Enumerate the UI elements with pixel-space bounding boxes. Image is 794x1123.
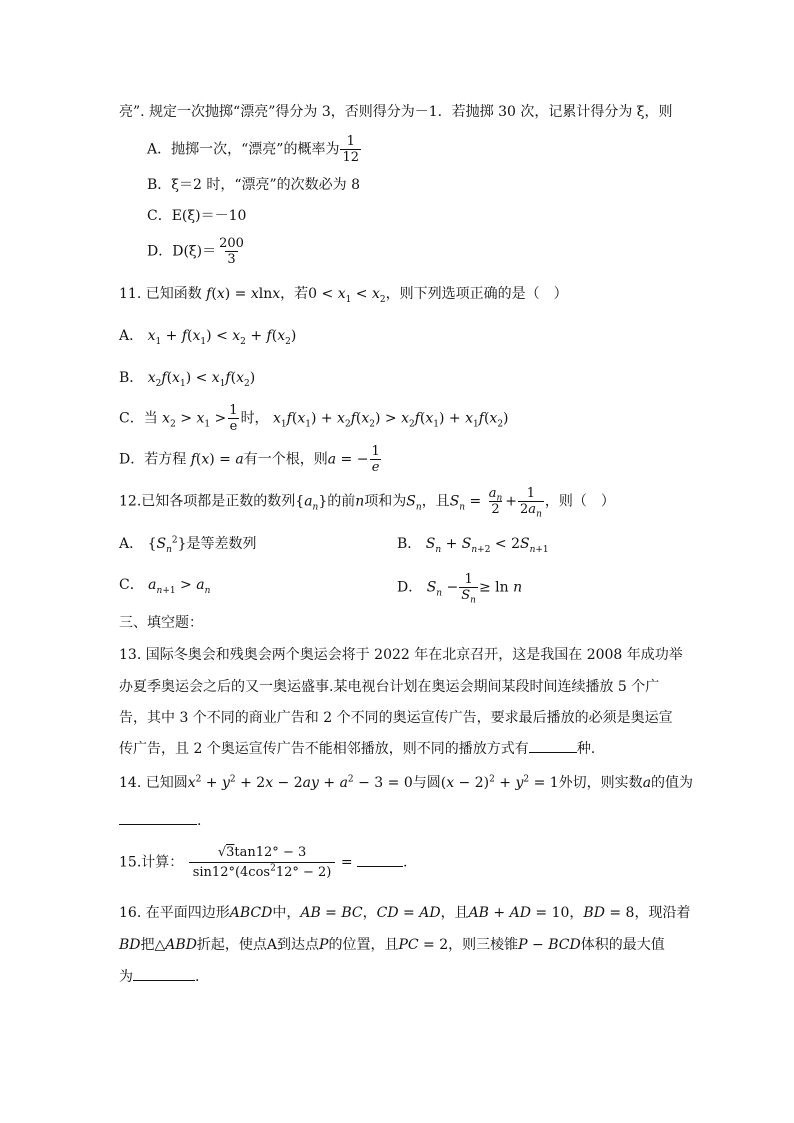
- q10-a-text: 抛掷一次，“漂亮”的概率为: [171, 141, 340, 158]
- q14-answer-line: .: [119, 814, 201, 828]
- q15-answer-blank[interactable]: [357, 865, 403, 867]
- q12-stem: 12.已知各项都是正数的数列$\{a_n\}$的前n项和为$S_n$，且$S_n$ = $\frac{a_n}{2}$ + $\frac{1}{2a_n}$ ，则（ ）: [119, 486, 615, 520]
- q12-option-b[interactable]: B． $S_n + S_{n+2} < 2S_{n+1}$: [397, 536, 549, 555]
- q12-stem-pre: 12.已知各项都是正数的数列: [119, 493, 296, 510]
- q11-c-mid: 时，: [240, 410, 269, 427]
- q16-l1-pre: 16. 在平面四边形: [119, 905, 230, 921]
- q10-a-den: 12: [342, 150, 359, 165]
- q12-stem-mid3: ，且: [421, 493, 450, 510]
- q14-mid: 与圆: [412, 775, 441, 791]
- q13-answer-blank[interactable]: [529, 751, 577, 753]
- q12-frac-inv-num: 1: [526, 486, 536, 501]
- q10-a-fraction: [340, 134, 361, 165]
- q11-option-a[interactable]: A． $x_1 + f(x_1) < x_2 + f(x_2)$: [119, 328, 297, 347]
- q15-fraction: $\frac{√3\tan 12^\circ - 3}{\sin 12^\circ(4\cos^212^\circ - 2)}$: [189, 845, 336, 880]
- q10-d-den: 3: [227, 252, 236, 267]
- q11-d-num: 1: [371, 444, 380, 459]
- q10-option-a[interactable]: [147, 134, 362, 165]
- q16-l3-pre: 为: [119, 969, 133, 985]
- q10-d-num: 200: [219, 236, 244, 251]
- q10-a-label: A．: [147, 141, 172, 158]
- q10-d-label: D．D(ξ)＝: [147, 243, 217, 260]
- q11-c-num: 1: [229, 403, 238, 418]
- q13-line-2: 办夏季奥运会之后的又一奥运盛事.某电视台计划在奥运会期间某段时间连续播放 5 个广: [119, 679, 660, 695]
- q12-option-d[interactable]: D． $S_n$ − $\frac{1}{S_n}$ ≥ ln n: [397, 572, 523, 606]
- q12-option-c[interactable]: C． $a_{n+1} > a_n$: [119, 577, 211, 596]
- q11-c-fraction: [227, 403, 239, 434]
- q12-d-label: D．: [397, 579, 423, 596]
- q15-pre: 15.计算：: [119, 854, 184, 871]
- q11-stem-post: ，则下列选项正确的是（ ）: [385, 286, 568, 302]
- q11-option-c[interactable]: C．当 $x_2 > x_1$ > $\frac{1}{e}$ 时， $x_1f(x_1) + x_2f(x_2) > x_2f(x_1) + x_1f(x_2)$: [119, 403, 509, 434]
- q12-frac-an-den: 2: [491, 502, 500, 517]
- section-heading-fill-in: 三、填空题：: [119, 615, 203, 631]
- q16-l1-post: ，现沿着: [634, 905, 691, 921]
- q11-a-label: A．: [119, 328, 144, 344]
- q13-line-4: [119, 742, 595, 756]
- q16-l2-mid2: 折起，使点A到达点: [196, 937, 320, 953]
- q11-d-mid: 有一个根，则: [243, 451, 328, 468]
- q12-stem-mid2: 项和为: [364, 493, 407, 510]
- q10-d-fraction: [217, 236, 246, 267]
- q12-frac-an: $\frac{a_n}{2}$: [488, 486, 503, 517]
- q14-post: 外切，则实数: [558, 775, 643, 791]
- q13-l4-pre: 传广告，且 2 个奥运宣传广告不能相邻播放，则不同的播放方式有: [119, 741, 529, 757]
- q16-line-1: 16. 在平面四边形ABCD中，AB = BC，CD = AD，且AB + AD = 10，BD = 8，现沿着: [119, 905, 691, 921]
- q12-stem-post: ，则（ ）: [544, 493, 615, 510]
- q13-line-3: 告，其中 3 个不同的商业广告和 2 个不同的奥运宣传广告，要求最后播放的必须是奥运宣: [119, 710, 673, 726]
- q12-d-num: 1: [464, 572, 473, 587]
- q10-option-d[interactable]: [147, 236, 247, 267]
- q12-a-post: 是等差数列: [186, 536, 257, 552]
- q16-l2-mid4: ，则三棱锥: [448, 937, 519, 953]
- q11-d-fraction: [369, 444, 381, 475]
- q16-l1-mid4: ，: [569, 905, 584, 921]
- q16-l1-mid3: ，且: [440, 905, 469, 921]
- q12-d-fraction: $\frac{1}{S_n}$: [461, 572, 476, 606]
- q11-stem-pre: 11. 已知函数: [119, 286, 202, 302]
- q14-post2: 的值为: [651, 775, 694, 791]
- q12-option-a[interactable]: A． $\{S_n^2\}$是等差数列: [119, 535, 257, 555]
- q12-frac-inv: $\frac{1}{2a_n}$: [520, 486, 542, 520]
- q14-pre: 14. 已知圆: [119, 775, 188, 791]
- q14-stem: 14. 已知圆$x^2 + y^2 + 2x - 2ay + a^2 - 3 = 0$与圆$(x - 2)^2 + y^2 = 1$外切，则实数a的值为: [119, 774, 694, 791]
- q11-stem: 11. 已知函数 f(x) = xlnx，若$0 < x_1 < x_2$，则下列选项正确的是（ ）: [119, 286, 568, 305]
- q15-stem: 15.计算： $\frac{√3\tan 12^\circ - 3}{\sin 12^\circ(4\cos^212^\circ - 2)}$ = .: [119, 845, 408, 880]
- q16-line-3: 为 .: [119, 969, 200, 985]
- q16-answer-blank[interactable]: [133, 979, 195, 981]
- q10-stem: 亮”. 规定一次抛掷“漂亮”得分为 3，否则得分为－1．若抛掷 30 次，记累计得分为 ξ，则: [119, 104, 673, 120]
- q11-b-label: B．: [119, 370, 144, 386]
- q10-a-num: 1: [346, 134, 355, 149]
- q12-stem-mid1: 的前: [327, 493, 356, 510]
- q16-l1-mid2: ，: [362, 905, 377, 921]
- q16-l2-mid1: 把: [140, 937, 155, 953]
- q12-b-label: B．: [397, 536, 422, 552]
- q16-line-2: BD把△ABD折起，使点A到达点P的位置，且PC = 2，则三棱锥P − BCD体积的最大值: [119, 937, 665, 953]
- q16-l2-post: 体积的最大值: [580, 937, 665, 953]
- q12-c-label: C．: [119, 577, 144, 593]
- q13-line-1: 13. 国际冬奥会和残奥会两个奥运会将于 2022 年在北京召开，这是我国在 2008 年成功举: [119, 647, 683, 663]
- q11-c-den: e: [229, 419, 238, 434]
- q16-l2-mid3: 的位置，且: [328, 937, 399, 953]
- q11-stem-mid: ，若: [280, 286, 309, 302]
- q14-answer-blank[interactable]: [119, 823, 197, 825]
- q12-a-label: A．: [119, 536, 144, 552]
- q13-l4-post: 种.: [576, 741, 596, 757]
- q11-c-label: C．当: [119, 410, 158, 427]
- q10-option-c[interactable]: C．E(ξ)＝－10: [147, 208, 247, 224]
- q11-d-pre: D．若方程: [119, 451, 187, 468]
- q11-option-b[interactable]: B． $x_2f(x_1) < x_1f(x_2)$: [119, 370, 256, 389]
- q16-l1-mid1: 中，: [272, 905, 301, 921]
- q11-d-den: [370, 459, 382, 475]
- q11-option-d[interactable]: D．若方程 f(x) = a有一个根，则a = − $\frac{1}{e}$: [119, 444, 380, 475]
- q10-option-b[interactable]: B．ξ＝2 时，“漂亮”的次数必为 8: [147, 177, 361, 193]
- q11-d-den-e: e: [371, 460, 380, 475]
